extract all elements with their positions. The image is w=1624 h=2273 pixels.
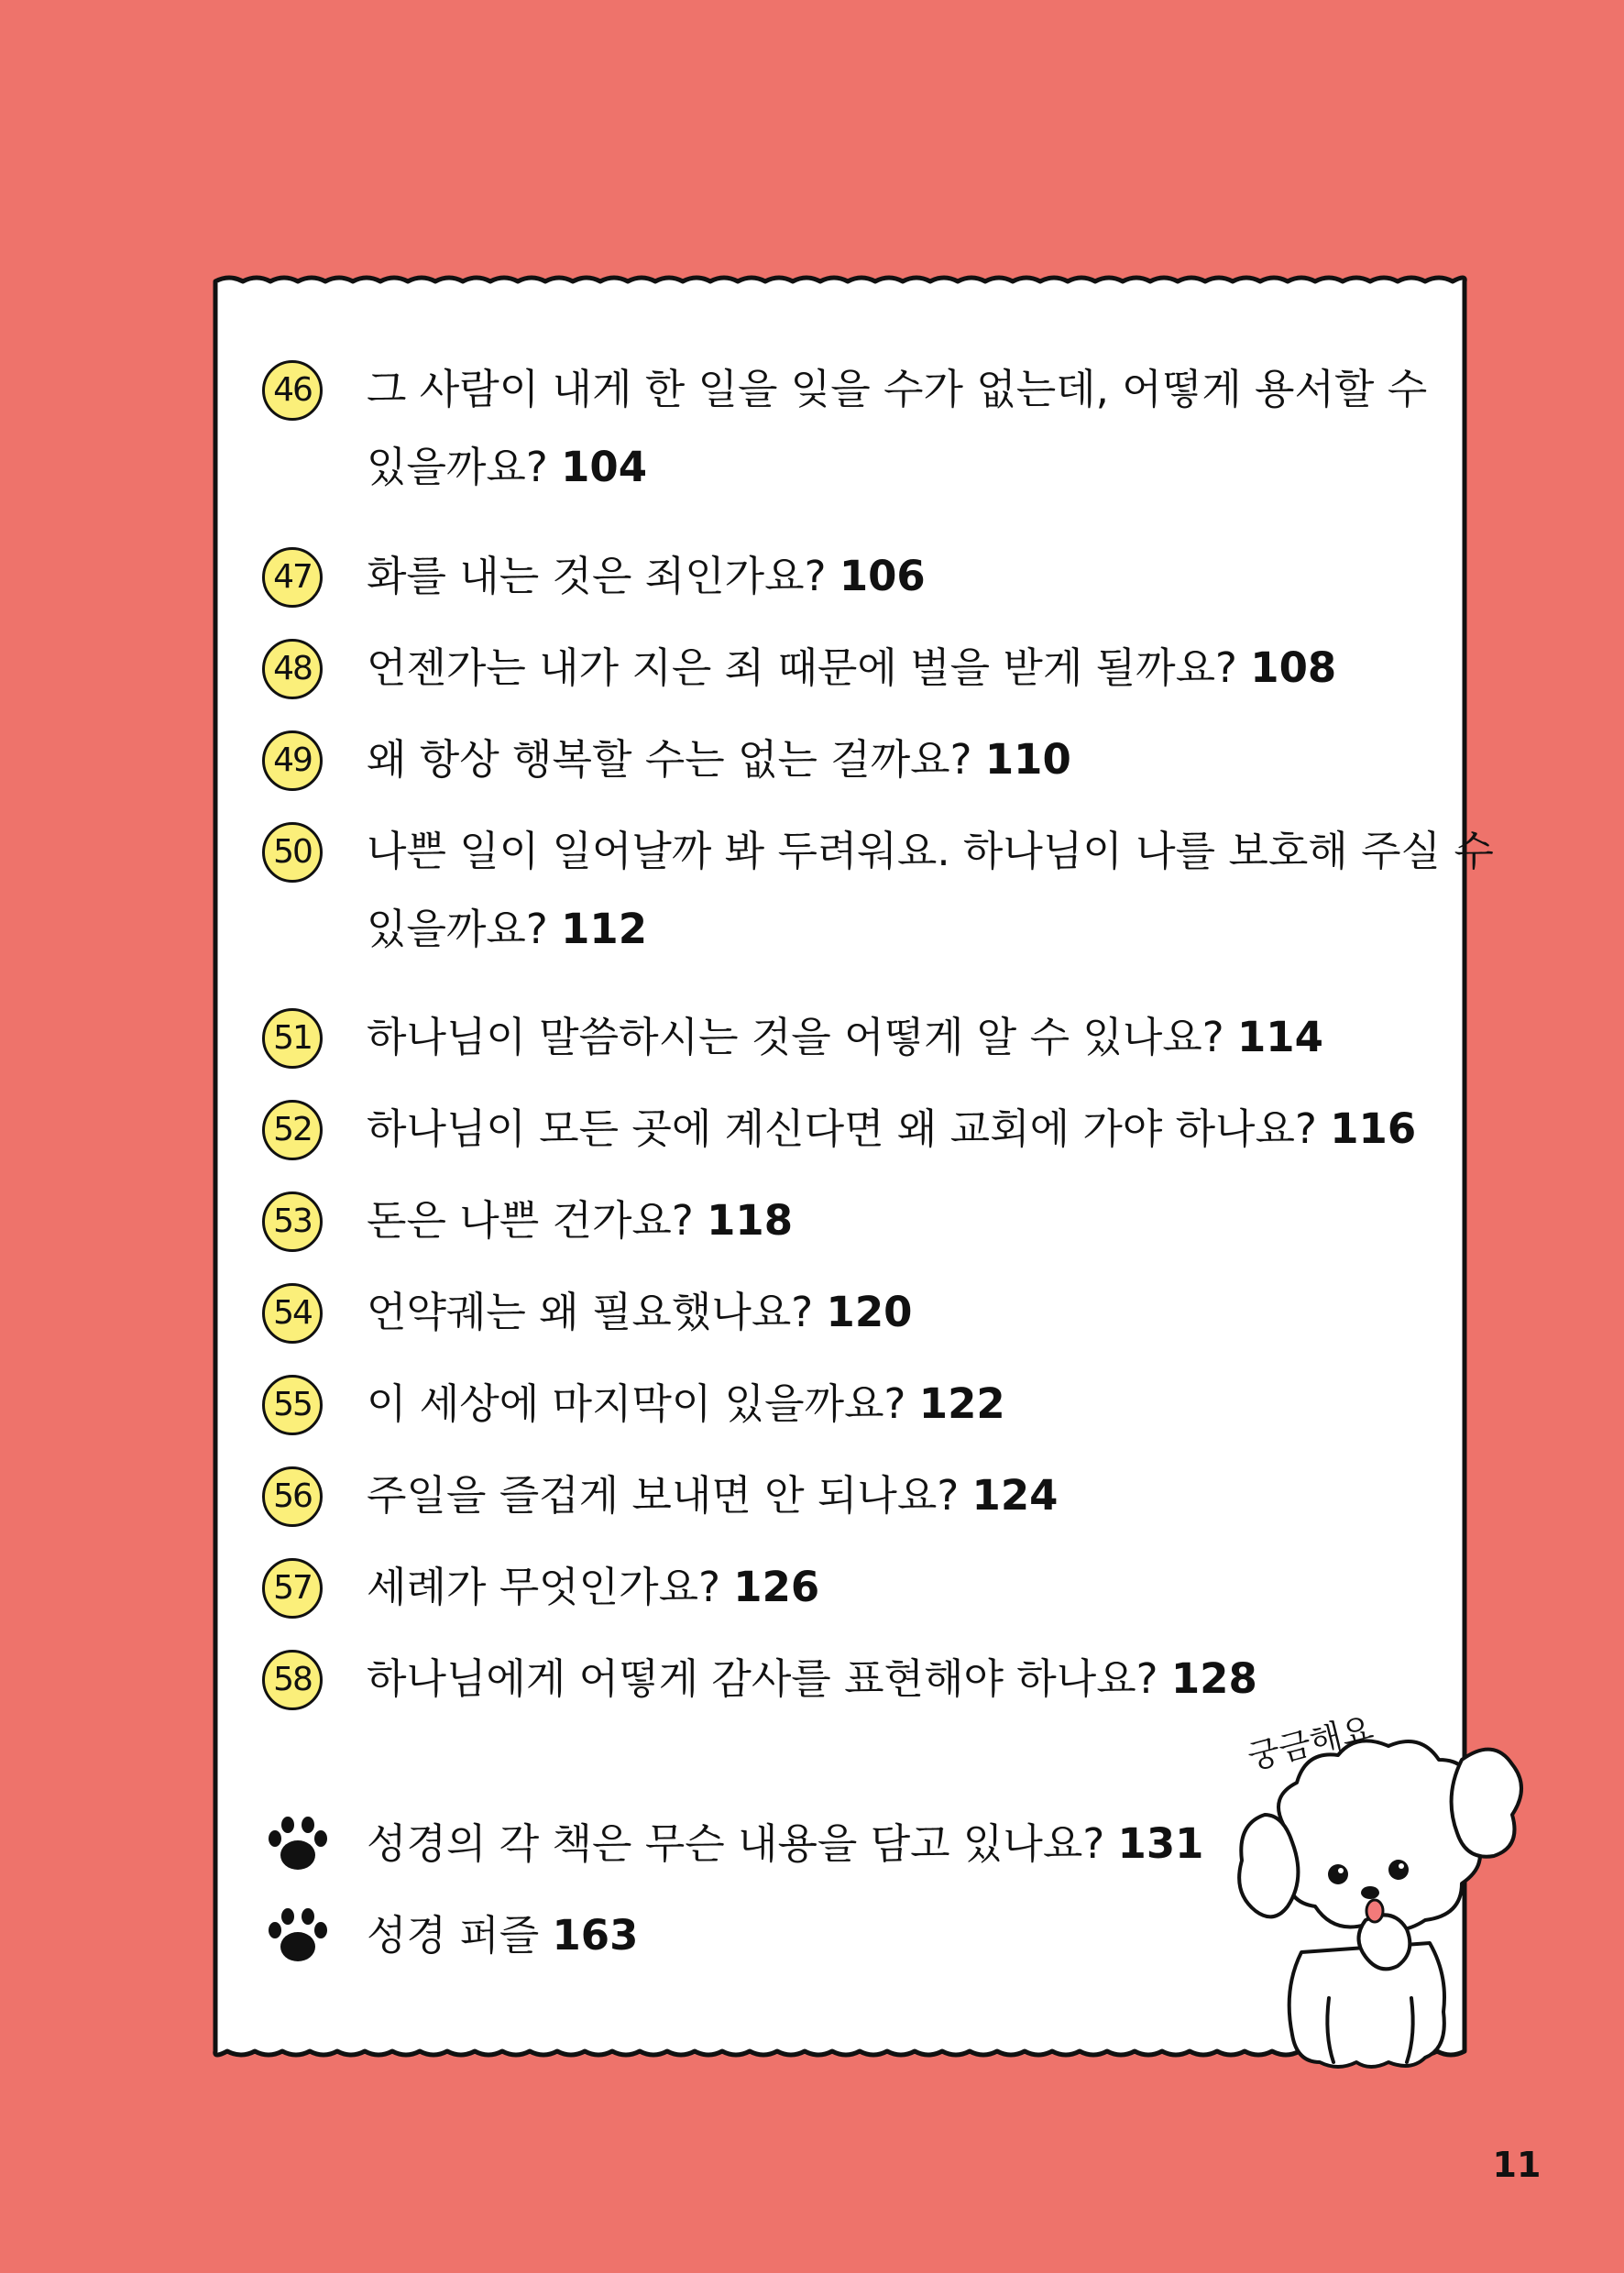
question-text — [367, 1896, 638, 1974]
question-line — [367, 1896, 638, 1974]
question-line — [367, 1181, 793, 1259]
question-line — [367, 998, 1323, 1076]
question-line-text: 언약궤는 왜 필요했나요? — [367, 1288, 814, 1336]
paw-icon — [266, 1905, 330, 1965]
question-text — [367, 1365, 1005, 1443]
question-number-badge: 54 — [262, 1283, 323, 1344]
question-text — [367, 1456, 1058, 1534]
question-line-text: 하나님에게 어떻게 감사를 표현해야 하나요? — [367, 1654, 1158, 1703]
paw-icon — [266, 1813, 330, 1873]
question-number-badge: 51 — [262, 1008, 323, 1069]
question-line-text: 왜 항상 행복할 수는 없는 걸까요? — [367, 735, 972, 784]
question-line-text: 그 사람이 내게 한 일을 잊을 수가 없는데, 어떻게 용서할 수 — [367, 365, 1428, 413]
question-line — [367, 890, 1494, 968]
question-line — [367, 1365, 1005, 1443]
question-line — [367, 812, 1494, 890]
question-line-text: 성경 퍼즐 — [367, 1911, 540, 1960]
question-line — [367, 1090, 1416, 1168]
dog-caption: 궁금해요 — [1244, 1709, 1377, 1778]
question-line — [367, 1456, 1058, 1534]
question-number-badge: 55 — [262, 1375, 323, 1435]
question-line-text: 하나님이 말씀하시는 것을 어떻게 알 수 있나요? — [367, 1013, 1224, 1061]
question-line — [367, 428, 1427, 506]
page-reference[interactable]: 118 — [707, 1196, 794, 1245]
question-number-badge: 56 — [262, 1466, 323, 1527]
question-text — [367, 1640, 1257, 1718]
question-line-text: 하나님이 모든 곳에 계신다면 왜 교회에 가야 하나요? — [367, 1104, 1317, 1153]
page-reference[interactable]: 126 — [733, 1563, 820, 1611]
poodle-dog-illustration — [1228, 1723, 1531, 2090]
question-text — [367, 998, 1323, 1076]
page-reference[interactable]: 104 — [561, 443, 648, 491]
question-text — [367, 1273, 912, 1351]
page-reference[interactable]: 108 — [1250, 643, 1337, 692]
question-number-badge: 58 — [262, 1650, 323, 1710]
page-reference[interactable]: 163 — [552, 1911, 639, 1960]
question-text — [367, 537, 926, 615]
question-text — [367, 1548, 819, 1626]
question-line — [367, 629, 1336, 707]
question-number-badge: 48 — [262, 639, 323, 699]
question-text — [367, 1181, 793, 1259]
question-line-text: 있을까요? — [367, 905, 548, 953]
question-line-text: 있을까요? — [367, 443, 548, 491]
question-line-text: 이 세상에 마지막이 있을까요? — [367, 1379, 906, 1428]
question-line — [367, 720, 1071, 798]
page-reference[interactable]: 120 — [826, 1288, 913, 1336]
page-reference[interactable]: 110 — [984, 735, 1071, 784]
question-number-badge: 53 — [262, 1191, 323, 1252]
page-reference[interactable]: 114 — [1236, 1013, 1323, 1061]
question-line — [367, 537, 926, 615]
question-line-text: 주일을 즐겁게 보내면 안 되나요? — [367, 1471, 960, 1520]
page-reference[interactable]: 106 — [839, 552, 926, 600]
question-line-text: 언젠가는 내가 지은 죄 때문에 벌을 받게 될까요? — [367, 643, 1237, 692]
question-text — [367, 1090, 1416, 1168]
question-number-badge: 52 — [262, 1100, 323, 1160]
question-text — [367, 350, 1427, 506]
question-line — [367, 1548, 819, 1626]
question-number-badge: 46 — [262, 360, 323, 421]
question-line-text: 돈은 나쁜 건가요? — [367, 1196, 694, 1245]
page-reference[interactable]: 116 — [1330, 1104, 1417, 1153]
question-line-text: 나쁜 일이 일어날까 봐 두려워요. 하나님이 나를 보호해 주실 수 — [367, 827, 1494, 875]
question-line-text: 화를 내는 것은 죄인가요? — [367, 552, 827, 600]
question-line-text: 성경의 각 책은 무슨 내용을 담고 있나요? — [367, 1819, 1105, 1868]
page-reference[interactable]: 128 — [1170, 1654, 1257, 1703]
question-number-badge: 47 — [262, 547, 323, 608]
question-line — [367, 1805, 1203, 1883]
question-line — [367, 1640, 1257, 1718]
page-reference[interactable]: 122 — [918, 1379, 1005, 1428]
question-text — [367, 629, 1336, 707]
question-number-badge: 49 — [262, 730, 323, 791]
page-reference[interactable]: 131 — [1117, 1819, 1204, 1868]
question-number-badge: 57 — [262, 1558, 323, 1619]
question-text — [367, 1805, 1203, 1883]
question-text — [367, 720, 1071, 798]
question-line-text: 세례가 무엇인가요? — [367, 1563, 720, 1611]
page-number: 11 — [1492, 2145, 1542, 2185]
page-reference[interactable]: 124 — [971, 1471, 1059, 1520]
question-line — [367, 350, 1427, 428]
page-reference[interactable]: 112 — [561, 905, 648, 953]
question-text — [367, 812, 1494, 968]
question-number-badge: 50 — [262, 822, 323, 883]
question-line — [367, 1273, 912, 1351]
